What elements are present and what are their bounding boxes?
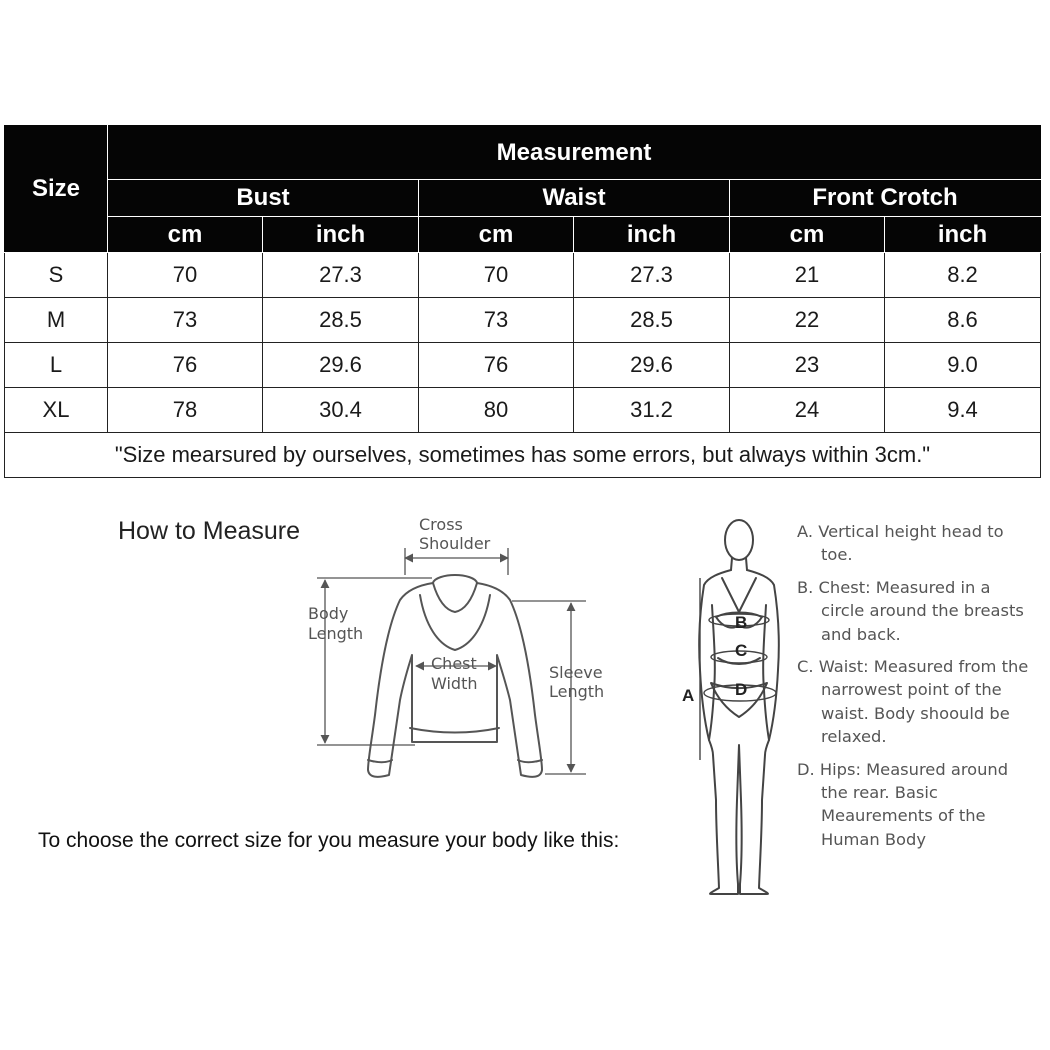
body-marker-a: A — [682, 686, 695, 705]
table-row — [5, 343, 1041, 388]
unit-header: cm — [108, 217, 263, 253]
body-marker-c: C — [735, 641, 748, 660]
note-waist: C. Waist: Measured from the narrowest point of the waist. Body shoould be relaxed. — [797, 657, 1029, 747]
size-cell: XL — [5, 388, 108, 433]
value-cell: 28.5 — [574, 298, 730, 343]
body-length-label: Body — [308, 604, 349, 623]
value-cell: 76 — [108, 343, 263, 388]
value-cell: 21 — [730, 253, 885, 298]
note-height: A. Vertical height head to toe. — [797, 522, 1004, 565]
sleeve-length-label: Sleeve — [549, 663, 603, 682]
value-cell: 28.5 — [263, 298, 419, 343]
cross-shoulder-label: Shoulder — [419, 534, 491, 553]
value-cell: 70 — [419, 253, 574, 298]
unit-header: cm — [419, 217, 574, 253]
bust-header: Bust — [108, 180, 419, 217]
note-chest: B. Chest: Measured in a circle around the breasts and back. — [797, 577, 1024, 644]
unit-header: inch — [574, 217, 730, 253]
sleeve-length-label: Length — [549, 682, 605, 701]
value-cell: 27.3 — [263, 253, 419, 298]
unit-header: inch — [263, 217, 419, 253]
value-cell: 30.4 — [263, 388, 419, 433]
note-hips: D. Hips: Measured around the rear. Basic Meaurements of the Human Body — [797, 759, 1009, 849]
unit-header: cm — [730, 217, 885, 253]
chest-width-label: Chest — [431, 654, 477, 673]
value-cell: 24 — [730, 388, 885, 433]
table-row — [5, 253, 1041, 298]
measurement-header: Measurement — [108, 126, 1041, 180]
chest-width-label: Width — [431, 674, 478, 693]
value-cell: 22 — [730, 298, 885, 343]
how-to-measure-title: How to Measure — [118, 517, 301, 545]
value-cell: 23 — [730, 343, 885, 388]
choose-size-instruction: To choose the correct size for you measure your body like this: — [38, 829, 620, 852]
size-cell: M — [5, 298, 108, 343]
waist-header: Waist — [419, 180, 730, 217]
table-row — [5, 298, 1041, 343]
front-crotch-header: Front Crotch — [730, 180, 1041, 217]
body-figure-illustration — [699, 520, 779, 894]
body-length-label: Length — [308, 624, 364, 643]
garment-measure-lines — [317, 548, 586, 774]
value-cell: 73 — [419, 298, 574, 343]
table-row — [5, 388, 1041, 433]
body-marker-d: D — [735, 680, 748, 699]
value-cell: 9.4 — [885, 388, 1041, 433]
size-chart-table — [4, 125, 1041, 478]
value-cell: 31.2 — [574, 388, 730, 433]
size-cell: S — [5, 253, 108, 298]
size-cell: L — [5, 343, 108, 388]
unit-header: inch — [885, 217, 1041, 253]
value-cell: 29.6 — [574, 343, 730, 388]
value-cell: 80 — [419, 388, 574, 433]
body-marker-b: B — [735, 613, 748, 632]
value-cell: 9.0 — [885, 343, 1041, 388]
value-cell: 8.6 — [885, 298, 1041, 343]
value-cell: 29.6 — [263, 343, 419, 388]
value-cell: 8.2 — [885, 253, 1041, 298]
value-cell: 73 — [108, 298, 263, 343]
size-disclaimer-note: "Size mearsured by ourselves, sometimes has some errors, but always within 3cm." — [5, 433, 1041, 478]
measurement-notes — [797, 520, 1037, 860]
size-column-header: Size — [5, 126, 108, 253]
cross-shoulder-label: Cross — [419, 515, 463, 534]
value-cell: 27.3 — [574, 253, 730, 298]
value-cell: 76 — [419, 343, 574, 388]
garment-illustration — [368, 575, 542, 777]
value-cell: 78 — [108, 388, 263, 433]
value-cell: 70 — [108, 253, 263, 298]
table-note-row — [5, 433, 1041, 478]
body-measure-lines — [700, 578, 776, 760]
